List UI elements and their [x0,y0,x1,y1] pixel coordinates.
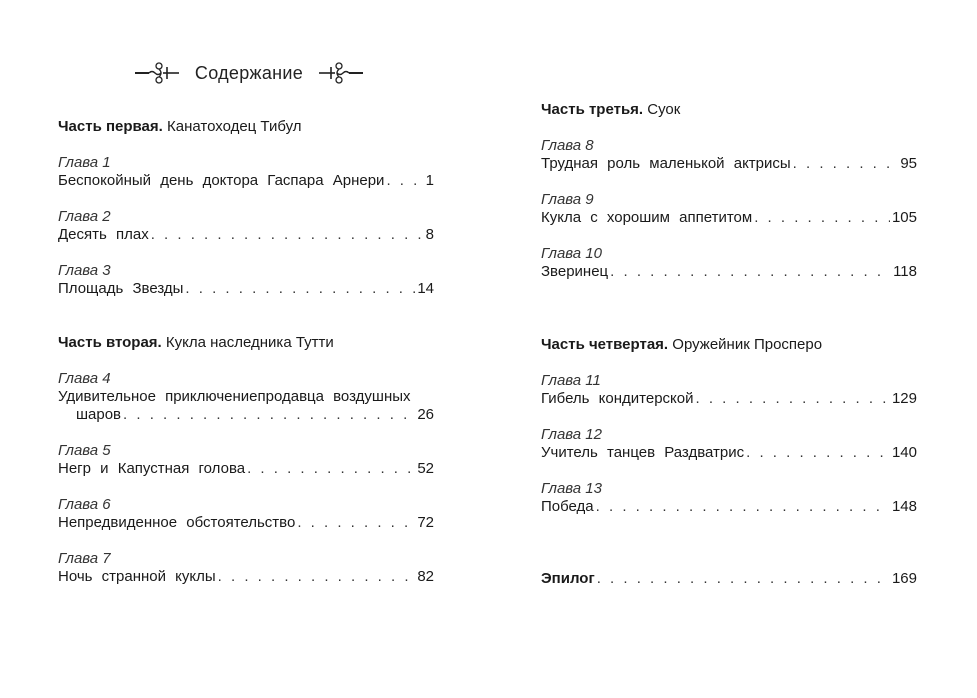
part-heading [541,336,822,353]
dot-leader [597,570,890,588]
toc-entry[interactable] [541,137,917,173]
toc-entry-epilog[interactable] [541,570,917,588]
page-number: 1 [425,172,434,189]
part-heading [58,334,334,351]
toc-entry[interactable] [58,262,434,298]
chapter-title: Победа [541,498,594,515]
chapter-number: Глава 11 [541,372,601,389]
dot-leader [185,280,415,298]
chapter-number: Глава 6 [58,496,111,513]
chapter-number: Глава 7 [58,550,111,567]
dot-leader [610,263,891,281]
chapter-title: Площадь Звезды [58,280,184,297]
chapter-number: Глава 9 [541,191,594,208]
chapter-title-line1: Удивительное приключениепродавца воздушных [58,388,411,405]
chapter-number: Глава 3 [58,262,111,279]
chapter-number: Глава 2 [58,208,111,225]
chapter-title: Ночь странной куклы [58,568,216,585]
page-number: 118 [893,263,917,280]
chapter-title: Кукла с хорошим аппетитом [541,209,753,226]
page-number: 169 [891,570,917,587]
part-label: Часть третья. [541,101,644,118]
page-number: 105 [891,209,917,226]
chapter-number: Глава 4 [58,370,111,387]
chapter-number: Глава 1 [58,154,111,171]
part-label: Часть вторая. [58,334,162,351]
part-name: Канатоходец Тибул [166,118,302,135]
part-heading [541,101,680,118]
toc-entry[interactable] [58,550,434,586]
part-heading [58,118,302,135]
part-label: Часть четвертая. [541,336,669,353]
page-number: 148 [891,498,917,515]
part-label: Часть первая. [58,118,163,135]
dot-leader [123,406,415,424]
page-number: 82 [417,568,434,585]
chapter-number: Глава 8 [541,137,594,154]
toc-entry[interactable] [58,370,434,424]
chapter-title: Десять плах [58,226,149,243]
page-number: 14 [417,280,434,297]
chapter-title: Беспокойный день доктора Гаспара Арнери [58,172,385,189]
chapter-title: Непредвиденное обстоятельство [58,514,296,531]
dot-leader [696,390,890,408]
part-name: Суок [647,101,681,118]
chapter-title: Трудная роль маленькой актрисы [541,155,791,172]
chapter-number: Глава 12 [541,426,602,443]
chapter-number: Глава 5 [58,442,111,459]
chapter-title: Учитель танцев Раздватрис [541,444,745,461]
chapter-title: Гибель кондитерской [541,390,694,407]
toc-entry[interactable] [541,372,917,408]
toc-entry[interactable] [58,442,434,478]
chapter-title: Негр и Капустная голова [58,460,246,477]
page-number: 95 [900,155,917,172]
chapter-title: Зверинец [541,263,609,280]
toc-entry[interactable] [541,426,917,462]
chapter-number: Глава 13 [541,480,602,497]
dot-leader [247,460,415,478]
page-number: 8 [425,226,434,243]
ornament-right-icon [317,58,365,88]
dot-leader [386,172,423,190]
dot-leader [297,514,415,532]
page-number: 129 [891,390,917,407]
dot-leader [596,498,890,516]
page-number: 72 [417,514,434,531]
page-number: 26 [417,406,434,423]
chapter-title-line2: шаров [76,406,122,423]
dot-leader [151,226,424,244]
page-title: Содержание [194,62,304,83]
dot-leader [218,568,416,586]
toc-entry[interactable] [541,245,917,281]
ornament-left-icon [133,58,181,88]
part-name: Оружейник Просперо [672,336,823,353]
dot-leader [793,155,899,173]
page-number: 140 [891,444,917,461]
toc-entry[interactable] [58,496,434,532]
toc-entry[interactable] [58,208,434,244]
dot-leader [754,209,890,227]
contents-heading [133,58,365,88]
chapter-number: Глава 10 [541,245,602,262]
toc-entry[interactable] [58,154,434,190]
page-number: 52 [417,460,434,477]
toc-entry[interactable] [541,191,917,227]
part-name: Кукла наследника Тутти [165,334,334,351]
epilog-title: Эпилог [541,570,595,587]
dot-leader [746,444,890,462]
toc-entry[interactable] [541,480,917,516]
